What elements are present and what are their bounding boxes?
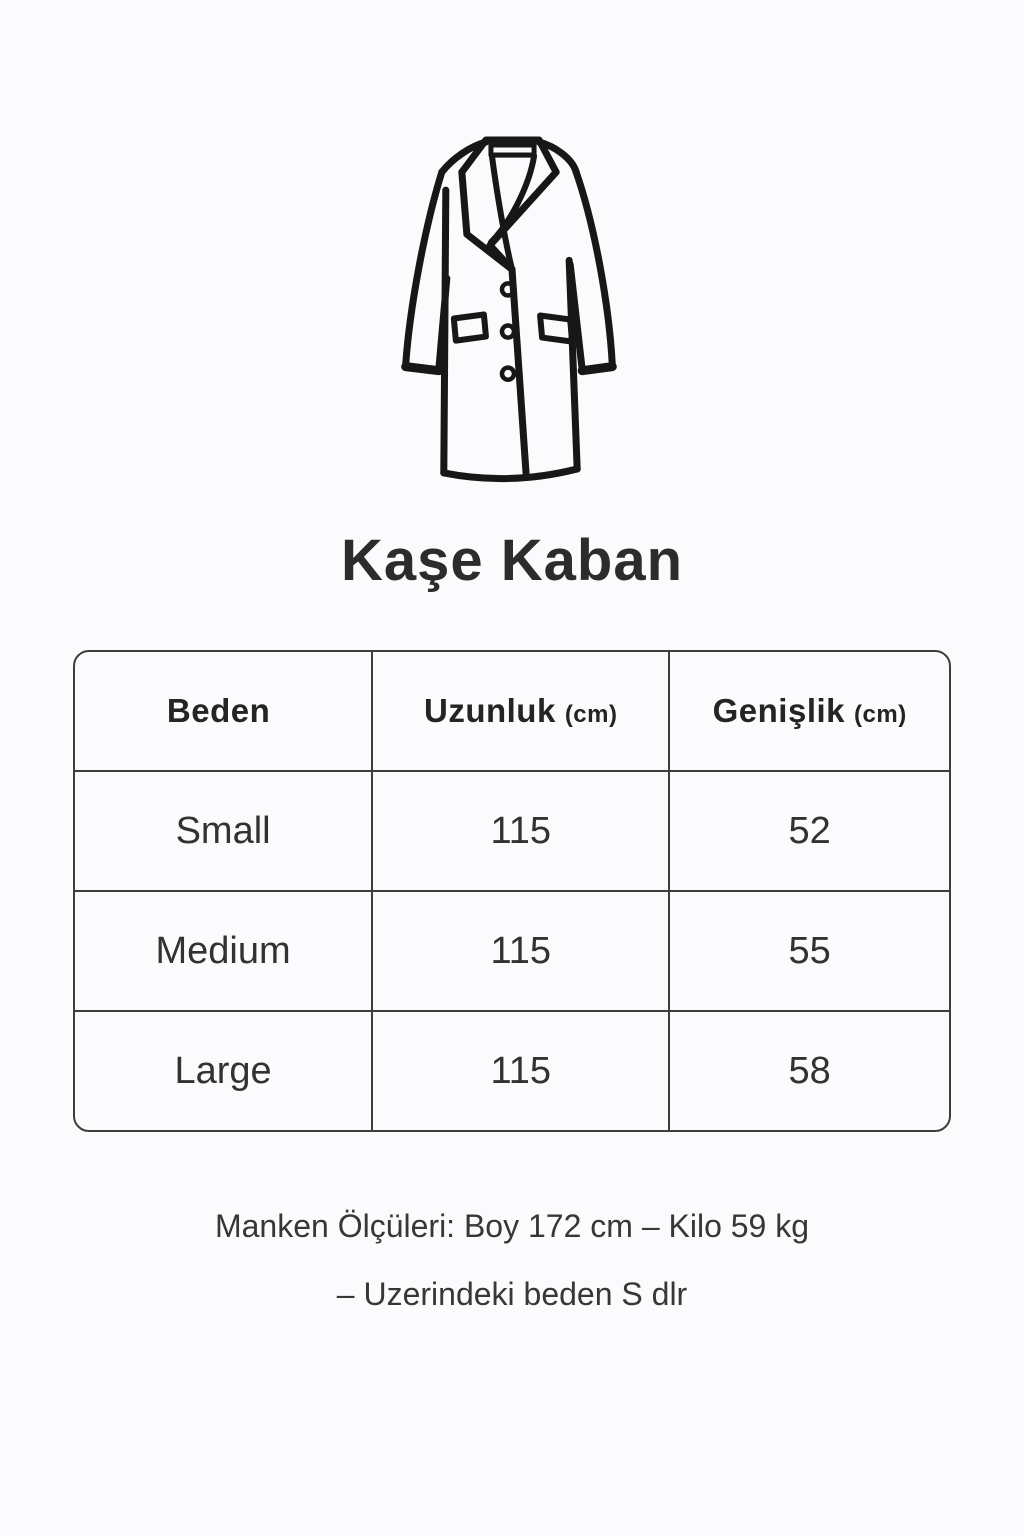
column-header-width: [669, 652, 949, 771]
table-row-medium: [75, 891, 949, 1011]
header-row: [75, 652, 949, 771]
column-unit: (cm): [564, 701, 618, 728]
coat-left-pocket: [454, 315, 486, 341]
column-unit: (cm): [854, 701, 907, 728]
coat-button-2: [502, 326, 514, 338]
length-cell: 115: [372, 891, 669, 1011]
width-cell: 55: [669, 891, 949, 1011]
coat-line-drawing-svg: [396, 132, 628, 488]
size-table: [75, 652, 949, 1130]
width-cell: 52: [669, 771, 949, 891]
model-measurements-note: [0, 1192, 1024, 1328]
coat-illustration: [0, 0, 1024, 488]
coat-right-pocket: [540, 316, 572, 342]
column-label: Uzunluk: [423, 692, 556, 729]
coat-left-sleeve-outer: [406, 172, 442, 365]
size-cell: Small: [75, 771, 372, 891]
product-title: Kaşe Kaban: [340, 528, 684, 593]
table-row-small: [75, 771, 949, 891]
column-header-length: [372, 652, 669, 771]
size-cell: Medium: [75, 891, 372, 1011]
coat-button-3: [502, 368, 514, 380]
table-row-large: [75, 1011, 949, 1130]
length-cell: 115: [372, 1011, 669, 1130]
width-cell: 58: [669, 1011, 949, 1130]
coat-button-1: [502, 283, 514, 295]
column-header-size: [75, 652, 372, 771]
model-measurements-line1: Manken Ölçüleri: Boy 172 cm – Kilo 59 kg: [214, 1208, 810, 1244]
size-table-container: [73, 650, 951, 1132]
model-measurements-line2: – Uzerindeki beden S dlr: [336, 1276, 688, 1312]
coat-collar-band: [491, 145, 534, 155]
coat-left-body-edge: [444, 190, 446, 473]
length-cell: 115: [372, 771, 669, 891]
coat-right-cuff: [582, 367, 612, 371]
coat-left-cuff: [406, 367, 439, 371]
coat-hem: [444, 469, 577, 479]
column-label: Beden: [166, 692, 271, 729]
size-cell: Large: [75, 1011, 372, 1130]
column-label: Genişlik: [712, 692, 846, 729]
